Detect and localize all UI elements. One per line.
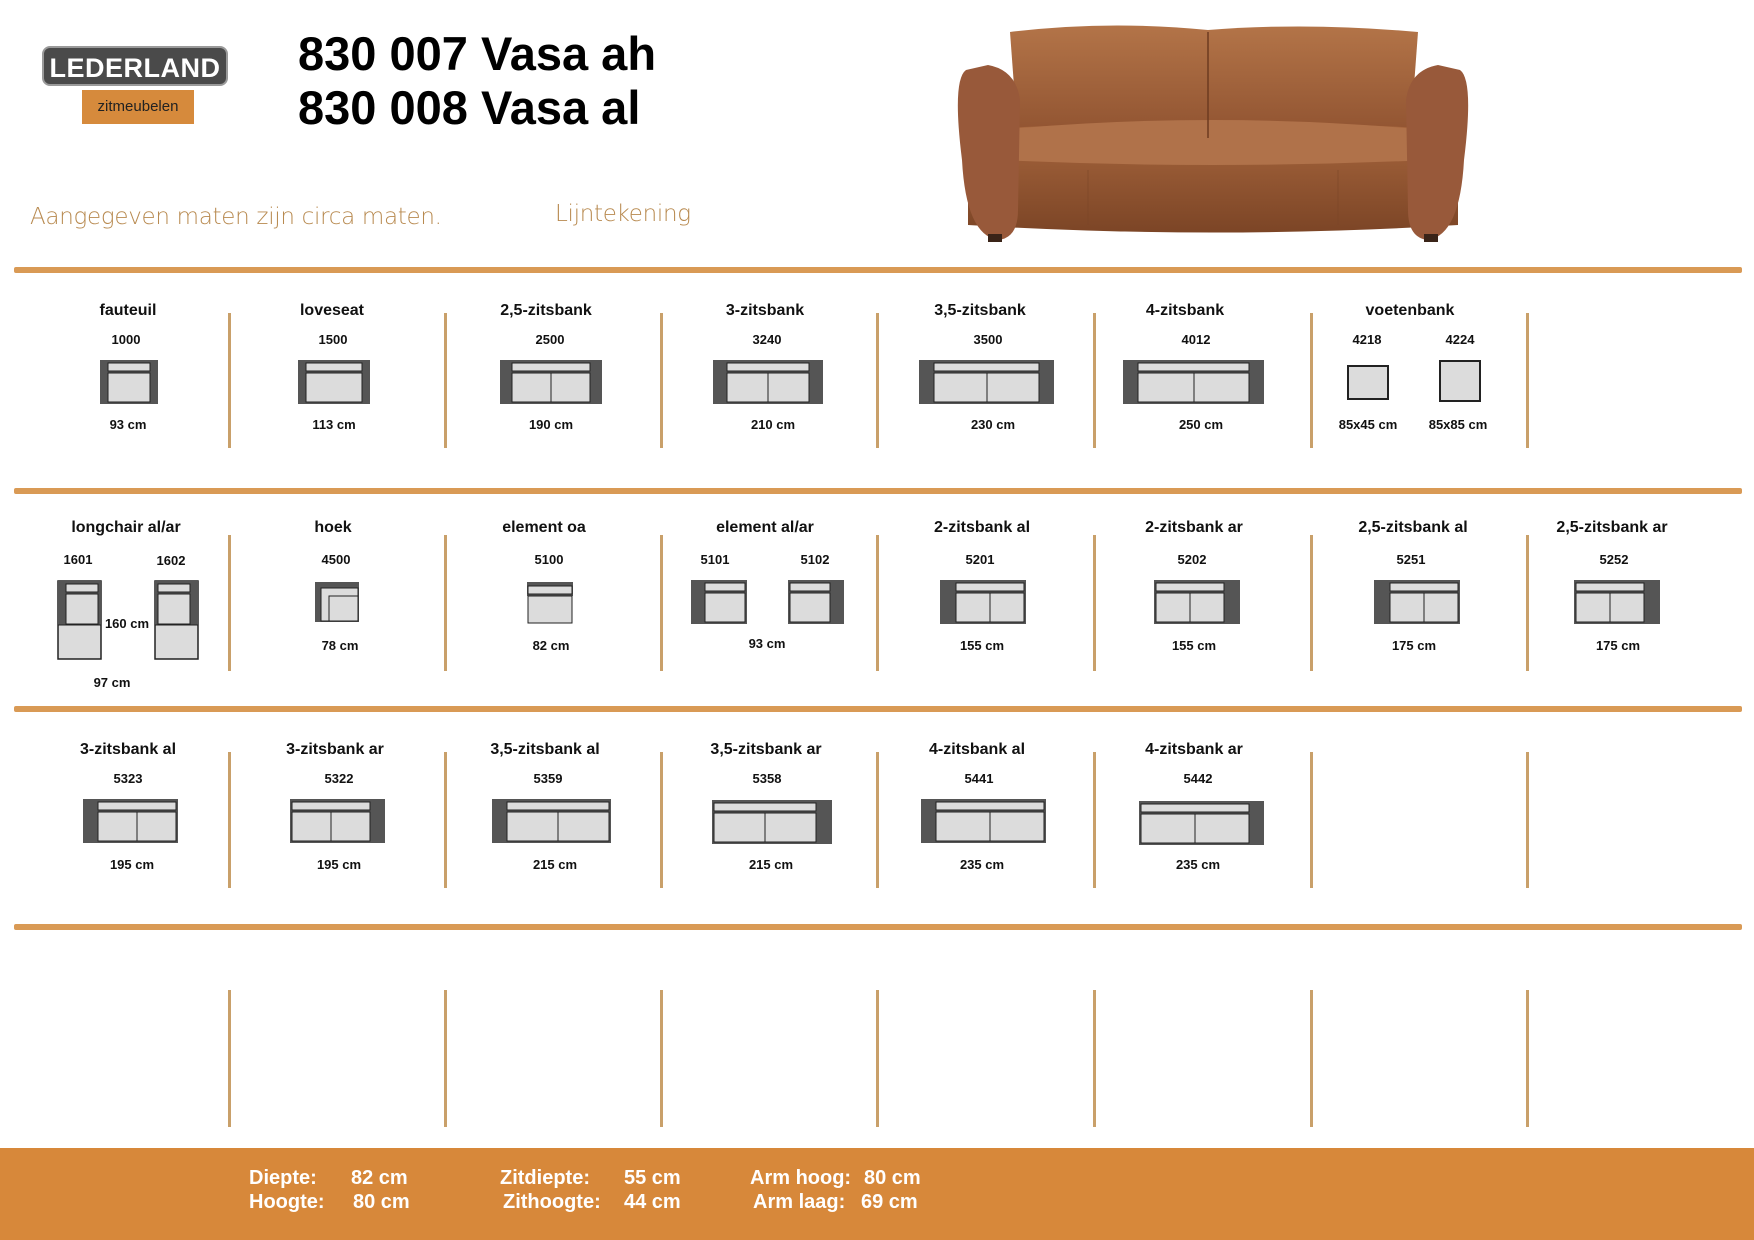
module-drawing xyxy=(1374,580,1460,624)
module-drawing xyxy=(691,580,747,624)
category-label: 2,5-zitsbank xyxy=(500,302,592,319)
column-divider xyxy=(1093,990,1096,1127)
module-code: 5201 xyxy=(965,552,995,567)
module-code: 5101 xyxy=(700,552,730,567)
category-label: fauteuil xyxy=(99,302,157,319)
category-label: 2-zitsbank ar xyxy=(1145,519,1243,536)
column-divider xyxy=(1526,752,1529,888)
column-divider xyxy=(228,313,231,448)
module-dimension: 93 cm xyxy=(748,636,786,651)
separator-2 xyxy=(14,488,1742,494)
module-dimension: 160 cm xyxy=(104,616,150,631)
column-divider xyxy=(444,535,447,671)
module-dimension: 97 cm xyxy=(93,675,131,690)
column-divider xyxy=(1310,313,1313,448)
module-dimension: 250 cm xyxy=(1178,417,1224,432)
module-dimension: 215 cm xyxy=(748,857,794,872)
module-code: 5359 xyxy=(533,771,563,786)
module-drawing xyxy=(712,800,832,844)
dimension-note: Aangegeven maten zijn circa maten. xyxy=(30,204,442,230)
module-dimension: 235 cm xyxy=(1175,857,1221,872)
column-divider xyxy=(1093,535,1096,671)
module-code: 1500 xyxy=(318,332,348,347)
column-divider xyxy=(1093,313,1096,448)
column-divider xyxy=(444,752,447,888)
category-label: 2,5-zitsbank al xyxy=(1358,519,1468,536)
column-divider xyxy=(876,535,879,671)
column-divider xyxy=(1093,752,1096,888)
column-divider xyxy=(660,535,663,671)
column-divider xyxy=(1526,535,1529,671)
module-drawing xyxy=(713,360,823,404)
separator-4 xyxy=(14,924,1742,930)
module-code: 4218 xyxy=(1352,332,1382,347)
module-code: 5252 xyxy=(1599,552,1629,567)
arm-high-value: 80 cm xyxy=(864,1167,921,1189)
module-code: 5323 xyxy=(113,771,143,786)
module-dimension: 175 cm xyxy=(1595,638,1641,653)
height-value: 80 cm xyxy=(353,1191,410,1213)
module-drawing xyxy=(921,799,1046,843)
seat-height-value: 44 cm xyxy=(624,1191,681,1213)
column-divider xyxy=(660,990,663,1127)
separator-3 xyxy=(14,706,1742,712)
module-drawing xyxy=(919,360,1054,404)
module-dimension: 155 cm xyxy=(959,638,1005,653)
category-label: loveseat xyxy=(299,302,365,319)
category-label: element oa xyxy=(502,519,586,536)
line-drawing-label: Lijntekening xyxy=(555,201,691,227)
column-divider xyxy=(1310,752,1313,888)
module-drawing xyxy=(1154,580,1240,624)
module-code: 5322 xyxy=(324,771,354,786)
module-code: 4012 xyxy=(1181,332,1211,347)
module-dimension: 78 cm xyxy=(321,638,359,653)
module-drawing xyxy=(100,360,158,404)
module-code: 5251 xyxy=(1396,552,1426,567)
module-dimension: 85x85 cm xyxy=(1428,417,1488,432)
category-label: 3,5-zitsbank ar xyxy=(710,741,822,758)
column-divider xyxy=(876,752,879,888)
module-dimension: 190 cm xyxy=(528,417,574,432)
column-divider xyxy=(660,313,663,448)
category-label: 2,5-zitsbank ar xyxy=(1556,519,1668,536)
seat-height-label: Zithoogte: xyxy=(503,1191,601,1213)
column-divider xyxy=(228,752,231,888)
module-code: 5442 xyxy=(1183,771,1213,786)
module-code: 1000 xyxy=(111,332,141,347)
module-drawing xyxy=(1139,801,1264,845)
category-label: 3,5-zitsbank al xyxy=(490,741,600,758)
column-divider xyxy=(444,990,447,1127)
column-divider xyxy=(876,990,879,1127)
module-code: 2500 xyxy=(535,332,565,347)
module-drawing xyxy=(1347,365,1389,400)
column-divider xyxy=(228,535,231,671)
column-divider xyxy=(660,752,663,888)
depth-value: 82 cm xyxy=(351,1167,408,1189)
category-label: 3-zitsbank al xyxy=(79,741,177,758)
module-dimension: 235 cm xyxy=(959,857,1005,872)
column-divider xyxy=(1310,990,1313,1127)
category-label: 3,5-zitsbank xyxy=(934,302,1026,319)
module-code: 5100 xyxy=(534,552,564,567)
module-dimension: 113 cm xyxy=(312,417,356,432)
module-drawing xyxy=(1574,580,1660,624)
module-code: 1601 xyxy=(63,552,93,567)
module-code: 5358 xyxy=(752,771,782,786)
product-title-2: 830 008 Vasa al xyxy=(298,81,641,134)
category-label: hoek xyxy=(314,519,352,536)
category-label: 2-zitsbank al xyxy=(933,519,1031,536)
seat-depth-label: Zitdiepte: xyxy=(500,1167,590,1189)
module-dimension: 85x45 cm xyxy=(1338,417,1398,432)
module-drawing xyxy=(527,582,573,624)
module-dimension: 175 cm xyxy=(1391,638,1437,653)
specifications-footer xyxy=(0,1148,1754,1240)
module-code: 5202 xyxy=(1177,552,1207,567)
logo-sub-text: zitmeubelen xyxy=(82,90,194,124)
product-title-1: 830 007 Vasa ah xyxy=(298,27,657,80)
module-drawing xyxy=(1439,360,1481,402)
module-code: 5102 xyxy=(800,552,830,567)
module-code: 3500 xyxy=(973,332,1003,347)
sofa-photo xyxy=(958,20,1468,250)
module-dimension: 195 cm xyxy=(316,857,362,872)
module-dimension: 230 cm xyxy=(970,417,1016,432)
column-divider xyxy=(1310,535,1313,671)
module-drawing xyxy=(298,360,370,404)
column-divider xyxy=(1526,313,1529,448)
module-drawing xyxy=(500,360,602,404)
module-dimension: 195 cm xyxy=(109,857,155,872)
module-drawing xyxy=(788,580,844,624)
module-dimension: 210 cm xyxy=(750,417,796,432)
category-label: element al/ar xyxy=(716,519,814,536)
category-label: voetenbank xyxy=(1365,302,1455,319)
column-divider xyxy=(228,990,231,1127)
logo-brand-text: LEDERLAND xyxy=(42,46,228,86)
module-code: 4224 xyxy=(1445,332,1475,347)
height-label: Hoogte: xyxy=(249,1191,325,1213)
column-divider xyxy=(444,313,447,448)
column-divider xyxy=(1526,990,1529,1127)
seat-depth-value: 55 cm xyxy=(624,1167,681,1189)
module-code: 4500 xyxy=(321,552,351,567)
arm-high-label: Arm hoog: xyxy=(750,1167,852,1189)
depth-label: Diepte: xyxy=(249,1167,317,1189)
separator-1 xyxy=(14,267,1742,273)
category-label: longchair al/ar xyxy=(71,519,181,536)
module-drawing xyxy=(1123,360,1264,404)
arm-low-value: 69 cm xyxy=(861,1191,918,1213)
category-label: 4-zitsbank ar xyxy=(1145,741,1243,758)
category-label: 3-zitsbank ar xyxy=(286,741,384,758)
module-code: 1602 xyxy=(156,553,186,568)
module-drawing xyxy=(290,799,385,843)
category-label: 4-zitsbank al xyxy=(928,741,1026,758)
category-label: 4-zitsbank xyxy=(1145,302,1225,319)
module-drawing xyxy=(940,580,1026,624)
arm-low-label: Arm laag: xyxy=(753,1191,846,1213)
module-dimension: 82 cm xyxy=(532,638,570,653)
module-code: 5441 xyxy=(964,771,994,786)
module-dimension: 215 cm xyxy=(532,857,578,872)
module-drawing xyxy=(492,799,611,843)
column-divider xyxy=(876,313,879,448)
module-drawing xyxy=(315,582,359,622)
module-dimension: 155 cm xyxy=(1171,638,1217,653)
module-drawing xyxy=(83,799,178,843)
category-label: 3-zitsbank xyxy=(725,302,805,319)
module-dimension: 93 cm xyxy=(109,417,147,432)
brand-logo xyxy=(42,46,228,126)
module-code: 3240 xyxy=(752,332,782,347)
